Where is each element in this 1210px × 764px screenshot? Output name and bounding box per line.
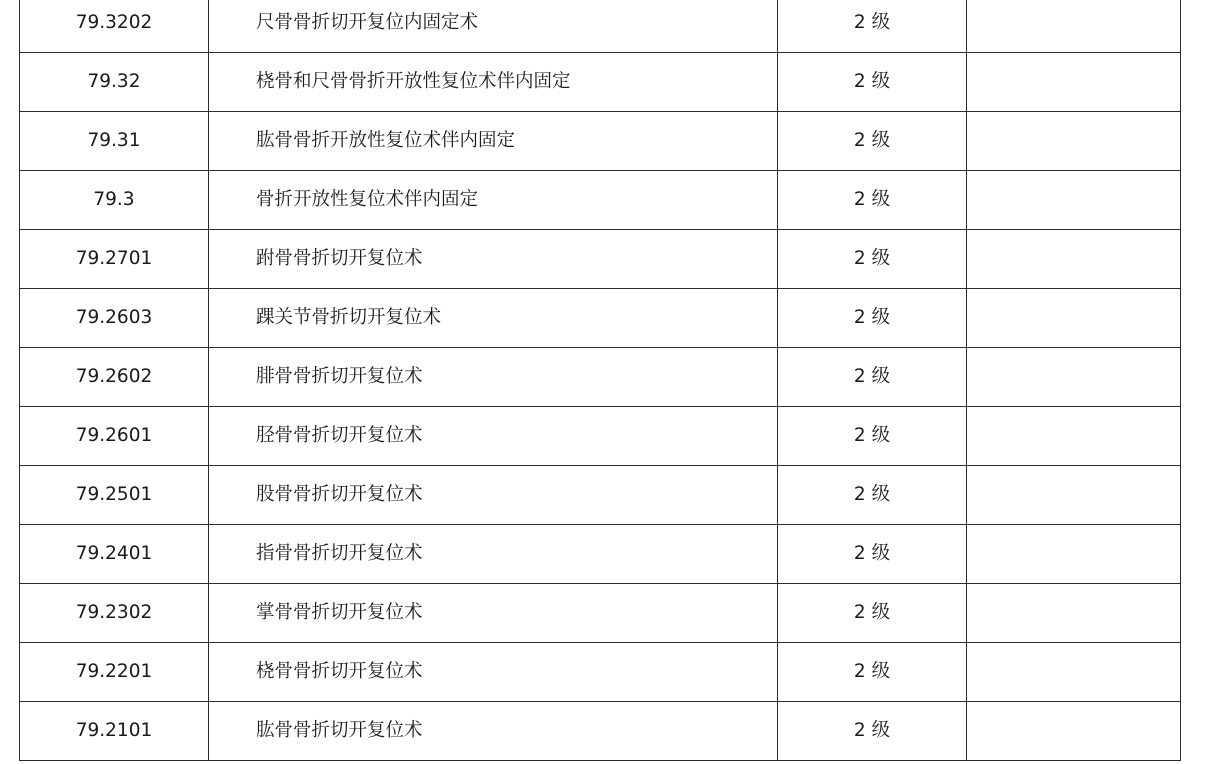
table-row bbox=[20, 407, 1181, 466]
procedure-code-cell: 79.2601 bbox=[20, 407, 209, 466]
procedure-level-cell: 2 级 bbox=[778, 53, 967, 112]
table-row bbox=[20, 466, 1181, 525]
table-row bbox=[20, 525, 1181, 584]
procedure-code-cell: 79.3202 bbox=[20, 0, 209, 53]
table-row bbox=[20, 0, 1181, 53]
procedure-level-cell: 2 级 bbox=[778, 0, 967, 53]
procedure-note-cell bbox=[967, 466, 1181, 525]
procedure-note-cell bbox=[967, 643, 1181, 702]
procedure-note-cell bbox=[967, 112, 1181, 171]
procedure-note-cell bbox=[967, 0, 1181, 53]
procedure-note-cell bbox=[967, 584, 1181, 643]
table-row bbox=[20, 171, 1181, 230]
procedure-level-cell: 2 级 bbox=[778, 171, 967, 230]
procedure-note-cell bbox=[967, 525, 1181, 584]
procedure-name-cell: 指骨骨折切开复位术 bbox=[209, 525, 778, 584]
procedure-level-cell: 2 级 bbox=[778, 407, 967, 466]
procedure-level-cell: 2 级 bbox=[778, 289, 967, 348]
procedure-note-cell bbox=[967, 702, 1181, 761]
table-row bbox=[20, 702, 1181, 761]
procedure-name-cell: 尺骨骨折切开复位内固定术 bbox=[209, 0, 778, 53]
procedure-level-cell: 2 级 bbox=[778, 525, 967, 584]
procedure-level-cell: 2 级 bbox=[778, 466, 967, 525]
procedure-code-cell: 79.2603 bbox=[20, 289, 209, 348]
procedure-note-cell bbox=[967, 407, 1181, 466]
procedure-note-cell bbox=[967, 230, 1181, 289]
table-body bbox=[20, 0, 1181, 761]
procedure-level-cell: 2 级 bbox=[778, 702, 967, 761]
procedure-name-cell: 骨折开放性复位术伴内固定 bbox=[209, 171, 778, 230]
procedure-name-cell: 跗骨骨折切开复位术 bbox=[209, 230, 778, 289]
procedure-code-cell: 79.2201 bbox=[20, 643, 209, 702]
table-row bbox=[20, 230, 1181, 289]
procedure-name-cell: 肱骨骨折开放性复位术伴内固定 bbox=[209, 112, 778, 171]
procedure-table-container bbox=[19, 0, 1180, 761]
procedure-code-cell: 79.2602 bbox=[20, 348, 209, 407]
table-row bbox=[20, 348, 1181, 407]
procedure-code-cell: 79.31 bbox=[20, 112, 209, 171]
procedure-code-cell: 79.2701 bbox=[20, 230, 209, 289]
procedure-level-cell: 2 级 bbox=[778, 112, 967, 171]
procedure-table bbox=[19, 0, 1181, 761]
procedure-code-cell: 79.2101 bbox=[20, 702, 209, 761]
procedure-code-cell: 79.2401 bbox=[20, 525, 209, 584]
procedure-code-cell: 79.32 bbox=[20, 53, 209, 112]
table-row bbox=[20, 53, 1181, 112]
procedure-level-cell: 2 级 bbox=[778, 230, 967, 289]
procedure-name-cell: 踝关节骨折切开复位术 bbox=[209, 289, 778, 348]
procedure-level-cell: 2 级 bbox=[778, 348, 967, 407]
table-row bbox=[20, 112, 1181, 171]
procedure-note-cell bbox=[967, 53, 1181, 112]
procedure-name-cell: 股骨骨折切开复位术 bbox=[209, 466, 778, 525]
procedure-level-cell: 2 级 bbox=[778, 584, 967, 643]
procedure-note-cell bbox=[967, 348, 1181, 407]
procedure-name-cell: 桡骨骨折切开复位术 bbox=[209, 643, 778, 702]
procedure-name-cell: 腓骨骨折切开复位术 bbox=[209, 348, 778, 407]
procedure-note-cell bbox=[967, 289, 1181, 348]
procedure-name-cell: 胫骨骨折切开复位术 bbox=[209, 407, 778, 466]
table-row bbox=[20, 289, 1181, 348]
table-row bbox=[20, 643, 1181, 702]
procedure-code-cell: 79.3 bbox=[20, 171, 209, 230]
procedure-name-cell: 桡骨和尺骨骨折开放性复位术伴内固定 bbox=[209, 53, 778, 112]
procedure-name-cell: 掌骨骨折切开复位术 bbox=[209, 584, 778, 643]
procedure-code-cell: 79.2501 bbox=[20, 466, 209, 525]
procedure-level-cell: 2 级 bbox=[778, 643, 967, 702]
procedure-note-cell bbox=[967, 171, 1181, 230]
table-row bbox=[20, 584, 1181, 643]
procedure-name-cell: 肱骨骨折切开复位术 bbox=[209, 702, 778, 761]
procedure-code-cell: 79.2302 bbox=[20, 584, 209, 643]
